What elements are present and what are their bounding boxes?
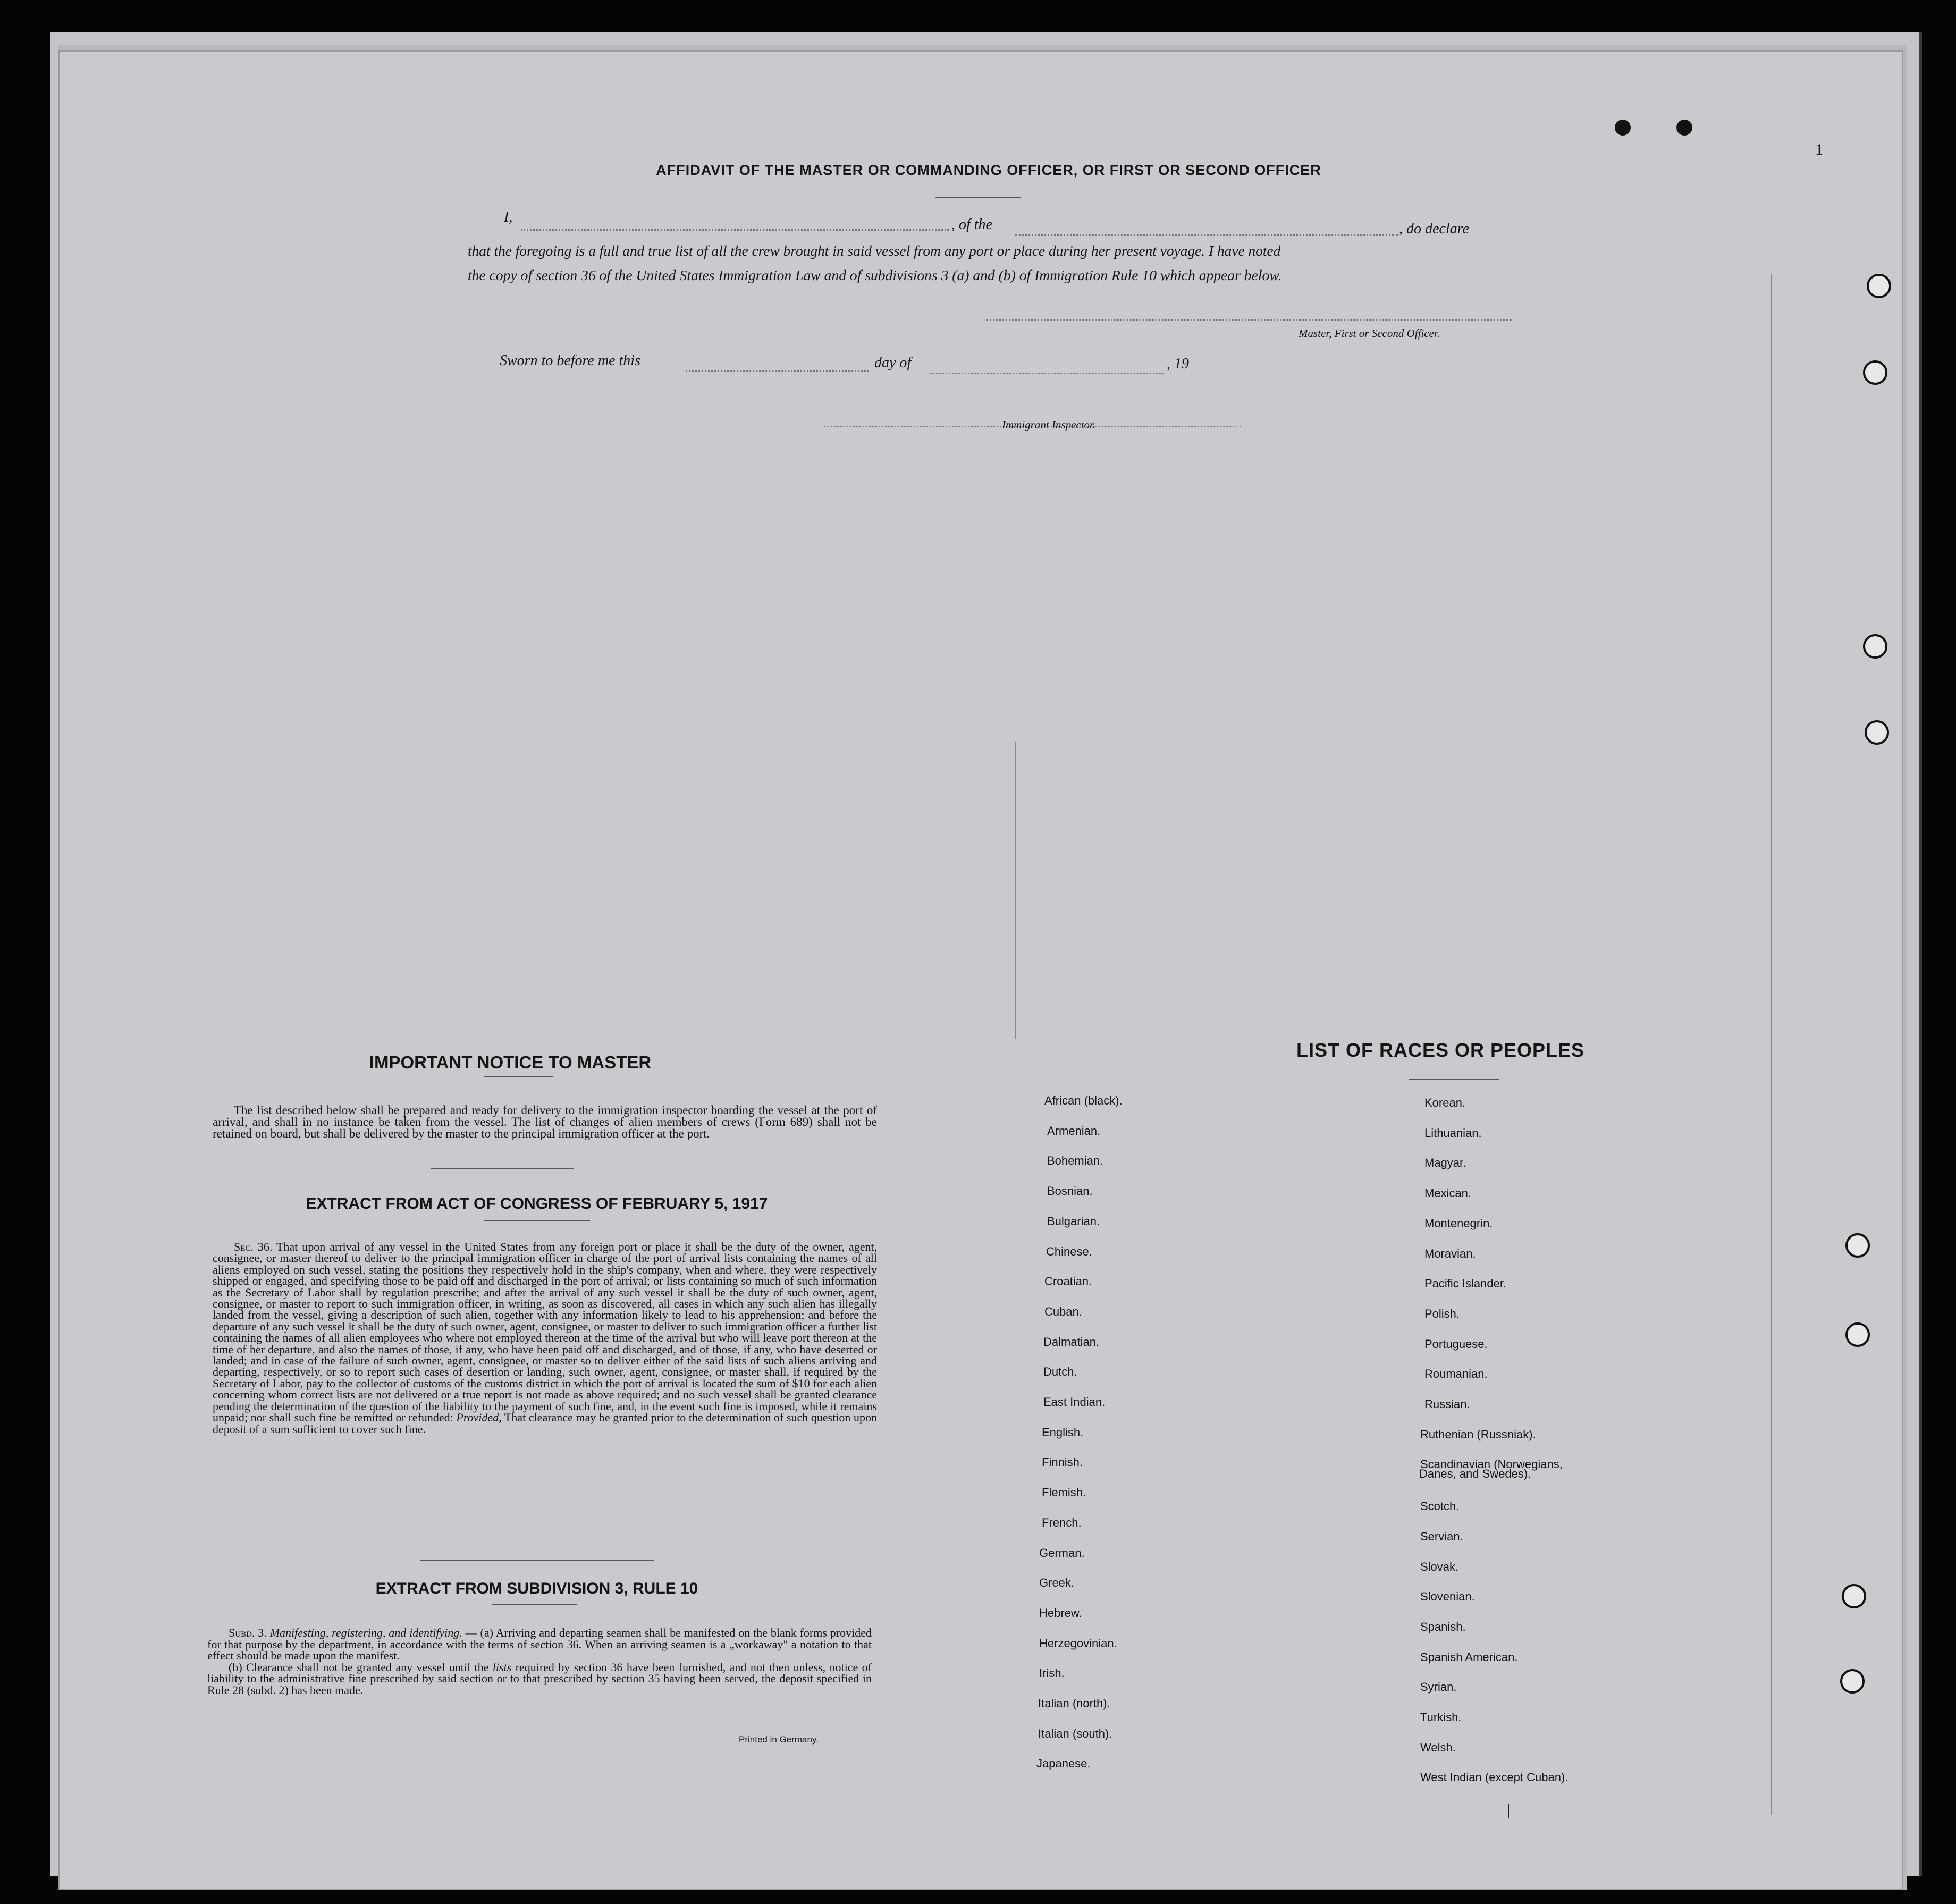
master-signature-field[interactable] <box>986 319 1512 321</box>
race-item: Welsh. <box>1420 1740 1456 1754</box>
races-rule <box>1409 1079 1499 1080</box>
vessel-field[interactable] <box>1015 234 1398 236</box>
race-item: Greek. <box>1039 1576 1075 1590</box>
race-item: Servian. <box>1420 1529 1463 1543</box>
race-item: Italian (north). <box>1038 1697 1110 1710</box>
race-item: Cuban. <box>1044 1304 1082 1318</box>
race-item: Turkish. <box>1420 1711 1462 1724</box>
binder-hole <box>1863 634 1887 659</box>
section-36-text <box>213 1241 877 1435</box>
section-tail: That clearance may be granted prior to the determination of such question upon deposit of a sum sufficient to cover such fine. <box>213 1411 878 1436</box>
race-item: Irish. <box>1039 1666 1065 1680</box>
subd-b-lists: lists <box>492 1660 512 1674</box>
binder-hole <box>1845 1233 1870 1258</box>
page-mark: 1 <box>1815 141 1823 158</box>
race-item: Lithuanian. <box>1424 1126 1482 1140</box>
binder-hole <box>1842 1584 1866 1608</box>
subd-label: Subd. 3. <box>229 1626 267 1639</box>
affidavit-i: I, <box>504 209 513 225</box>
race-item: Chinese. <box>1046 1244 1092 1258</box>
year-text: , 19 <box>1167 356 1189 372</box>
sworn-text: Sworn to before me this <box>500 352 640 369</box>
notice-body <box>213 1105 877 1140</box>
affidavit-line-3: the copy of section 36 of the United States Immigration Law and of subdivisions 3 (a) and (b) of Immigration Rule 10 which appear below. <box>468 267 1282 283</box>
section-rule <box>420 1560 654 1561</box>
race-item: German. <box>1039 1546 1085 1560</box>
race-item: Magyar. <box>1424 1156 1466 1170</box>
punch-hole-top-1 <box>1615 120 1631 136</box>
race-item: Scotch. <box>1420 1499 1460 1513</box>
day-of-text: day of <box>874 355 912 371</box>
notice-title: IMPORTANT NOTICE TO MASTER <box>369 1052 652 1072</box>
section-label: Sec. 36. <box>234 1240 273 1253</box>
affidavit-title: AFFIDAVIT OF THE MASTER OR COMMANDING OFFICER, OR FIRST OR SECOND OFFICER <box>656 162 1321 178</box>
punch-hole-top-2 <box>1676 120 1692 136</box>
affidavit-do-declare: , do declare <box>1399 221 1469 237</box>
binder-hole <box>1863 360 1887 385</box>
printed-in-germany: Printed in Germany. <box>739 1734 819 1745</box>
notice-bottom-rule <box>431 1168 574 1169</box>
race-item: Armenian. <box>1047 1124 1101 1138</box>
race-item: Bohemian. <box>1047 1154 1103 1168</box>
race-item: English. <box>1042 1425 1084 1439</box>
master-label: Master, First or Second Officer. <box>1299 327 1440 340</box>
subdivision-3-text <box>207 1627 872 1696</box>
race-item: Dutch. <box>1043 1365 1077 1379</box>
race-item: African (black). <box>1044 1094 1123 1107</box>
provided-word: Provided, <box>456 1411 502 1425</box>
notice-text: The list described below shall be prepared and ready for delivery to the immigration inspector boarding the vessel at the port of arrival, and shall in no instance be taken from the vessel. The list of changes of alien members of crews (Form 689) shall not be retained on board, but shall be delivered by the master to the principal immigration officer at the port. <box>213 1103 877 1140</box>
subd-a-text: — (a) Arriving and departing seamen shall be manifested on the blank forms provided for that purpose by the department, in accordance with the terms of section 36. When an arriving seamen is a „workaway" a notation to that effect should be made upon the manifest. <box>207 1626 872 1662</box>
race-item: Spanish American. <box>1420 1650 1518 1664</box>
race-item: Spanish. <box>1420 1620 1466 1633</box>
race-item: Korean. <box>1424 1096 1466 1109</box>
race-item: Syrian. <box>1420 1680 1457 1694</box>
race-item: Flemish. <box>1042 1486 1086 1499</box>
race-item: Portuguese. <box>1424 1337 1488 1351</box>
inspector-label: Immigrant Inspector. <box>1002 418 1096 431</box>
race-item: Polish. <box>1424 1307 1460 1320</box>
race-item: French. <box>1042 1515 1082 1529</box>
binder-hole <box>1840 1669 1865 1694</box>
show-through-mark <box>1508 1804 1509 1818</box>
race-item: Dalmatian. <box>1043 1335 1100 1349</box>
race-item: Mexican. <box>1424 1186 1472 1200</box>
race-item: Bulgarian. <box>1047 1214 1100 1228</box>
race-item: East Indian. <box>1043 1395 1106 1409</box>
binder-hole <box>1865 720 1889 745</box>
affidavit-of-the: , of the <box>951 216 992 233</box>
act-extract-rule <box>484 1220 590 1221</box>
affidavit-line-2: that the foregoing is a full and true list of all the crew brought in said vessel from any port or place during her present voyage. I have noted <box>468 243 1281 259</box>
act-extract-title: EXTRACT FROM ACT OF CONGRESS OF FEBRUARY 5, 1917 <box>306 1195 768 1212</box>
race-item: Croatian. <box>1044 1275 1092 1288</box>
name-field[interactable] <box>521 229 949 231</box>
rule-extract-rule <box>492 1604 577 1605</box>
race-item: Slovenian. <box>1420 1590 1475 1604</box>
subd-b-text-1: (b) Clearance shall not be granted any vessel until the <box>229 1660 489 1674</box>
race-item: Slovak. <box>1420 1560 1459 1573</box>
race-item: Herzegovinian. <box>1039 1636 1117 1650</box>
subd-b-text-2: required by section 36 have been furnished, and not then unless, notice of liability to the administrative fine prescribed by said section or to that prescribed by section 35 having been served, the deposit specified in Rule 28 (subd. 2) has been made. <box>207 1660 872 1697</box>
race-item: Montenegrin. <box>1424 1216 1493 1230</box>
sworn-month-field[interactable] <box>930 373 1164 374</box>
race-item: Roumanian. <box>1424 1367 1488 1381</box>
race-item: Bosnian. <box>1047 1184 1093 1198</box>
race-item: Hebrew. <box>1039 1606 1082 1620</box>
race-item: Ruthenian (Russniak). <box>1420 1427 1536 1441</box>
race-item: Pacific Islander. <box>1424 1277 1507 1291</box>
section-body: That upon arrival of any vessel in the United States from any foreign port or place it shall be the duty of the owner, agent, consignee, or master thereof to deliver to the principal immigration officer in charge of the port of arrival lists containing the names of all aliens employed on such vessel, stating the positions they respectively hold in the ship's company, when and where, they were respectively shipped or engaged, and specifying those to be paid off and discharged in the port of arrival; or lists containing so much of such information as the Secretary of Labor shall by regulation prescribe; and after the arrival of any such vessel it shall be the duty of such owner, agent, consignee, or master to report to such immigration officer, in writing, as soon as discovered, all cases in which any such alien has illegally landed from the vessel, giving a description of such alien, together with any information likely to lead to his apprehension; and before the departure of any such vessel it shall be the duty of such owner, agent, consignee, or master to deliver to such immigration officer a further list containing the names of all alien employees who where not employed thereon at the time of the arrival but who will leave port thereon at the time of her departure, and also the names of those, if any, who have been paid off and discharged, and of those, if any, who have deserted or landed; and in case of the failure of such owner, agent, consignee, or master so to deliver either of the said lists of such aliens arriving and departing, respectively, or so to report such cases of desertion or landing, such owner, agent, consignee, or master shall, if required by the Secretary of Labor, pay to the collector of customs of the customs district in which the port of arrival is located the sum of $10 for each alien concerning whom correct lists are not delivered or a true report is not made as above required; and no such vessel shall be granted clearance pending the determination of the question of the liability to the payment of such fine, and, in the event such fine is imposed, while it remains unpaid; nor shall such fine be remitted or refunded: <box>213 1240 878 1425</box>
rule-extract-title: EXTRACT FROM SUBDIVISION 3, RULE 10 <box>375 1580 698 1597</box>
race-item: Moravian. <box>1424 1246 1476 1260</box>
sworn-day-field[interactable] <box>686 370 869 372</box>
manifest-page <box>58 50 1903 1890</box>
race-item: Russian. <box>1424 1397 1470 1411</box>
race-item: Finnish. <box>1042 1455 1083 1469</box>
binder-hole <box>1845 1322 1870 1347</box>
race-item: Japanese. <box>1036 1757 1091 1771</box>
race-item: Italian (south). <box>1038 1726 1112 1740</box>
binder-hole <box>1867 274 1891 298</box>
show-through-rule <box>1771 274 1772 1815</box>
title-rule <box>935 197 1021 198</box>
race-item: West Indian (except Cuban). <box>1420 1771 1569 1784</box>
show-through-rule <box>1015 742 1016 1039</box>
notice-rule <box>484 1076 553 1077</box>
race-item: Scandinavian (Norwegians, <box>1420 1458 1563 1471</box>
race-item-continuation: Danes, and Swedes). <box>1419 1467 1531 1480</box>
subd-heading: Manifesting, registering, and identifying. <box>269 1626 462 1639</box>
races-title: LIST OF RACES OR PEOPLES <box>1296 1039 1585 1061</box>
